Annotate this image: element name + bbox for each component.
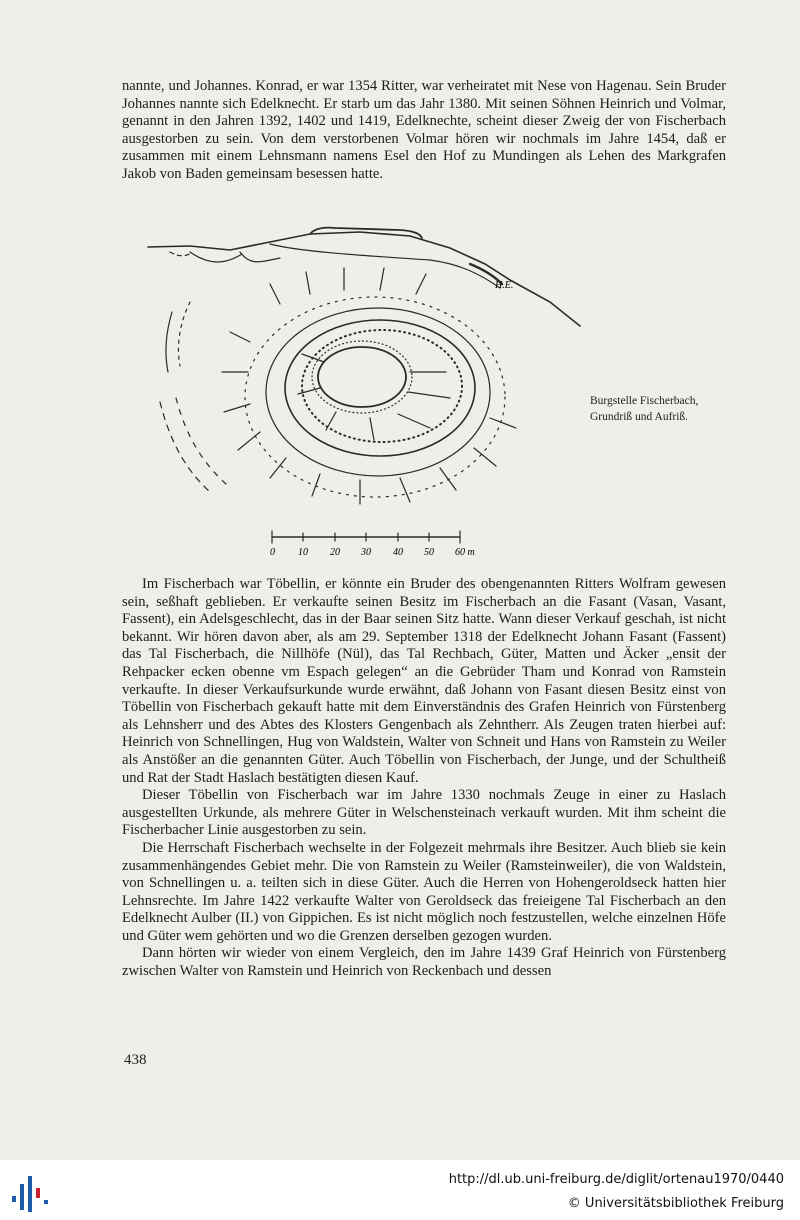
document-url-link[interactable]: http://dl.ub.uni-freiburg.de/diglit/ortenau1970/0440 bbox=[448, 1172, 784, 1187]
figure-caption bbox=[590, 393, 730, 425]
caption-line-1: Burgstelle Fischerbach, bbox=[590, 395, 699, 407]
text-block-top bbox=[122, 78, 726, 184]
paragraph-3: Die Herrschaft Fischerbach wechselte in der Folgezeit mehrmals ihre Besitzer. Auch blieb sie kein zusammenhängendes Gebiet mehr. Die von Ramstein zu Weiler (Ramsteinweiler), die von Waldstein, von Schnellingen u. a. teilten sich in diese Güter. Auch die Herren von Hohengeroldseck hatten hier Lehnsrechte. Im Jahre 1422 verkaufte Walter von Geroldseck das freieigene Tal Fischerbach an den Edelknecht Aulber (II.) von Gippichen. Es ist nicht möglich noch festzustellen, welche einzelnen Höfe und Güter wem gehörten und wo die Grenzen derselben gezogen wurden. bbox=[122, 839, 726, 944]
caption-line-2: Grundriß und Aufriß. bbox=[590, 411, 689, 423]
library-logo-icon bbox=[8, 1166, 52, 1216]
copyright-text: © Universitätsbibliothek Freiburg bbox=[567, 1196, 784, 1211]
scale-label-60: 60 m bbox=[455, 547, 475, 558]
paragraph-2: Dieser Töbellin von Fischerbach war im Jahre 1330 nochmals Zeuge in einer zu Haslach ausgestellten Urkunde, als mehrere Güter in Welschensteinach verkauft wurden. Mit ihm scheint die Fischerbacher Linie ausgestorben zu sein. bbox=[122, 787, 726, 839]
viewer-footer bbox=[0, 1160, 800, 1220]
sketch-label: H.E. bbox=[495, 280, 514, 291]
text-block-body bbox=[122, 576, 726, 981]
sketch-drawing bbox=[130, 222, 600, 558]
paragraph-1: Im Fischerbach war Töbellin, er könnte ein Bruder des obengenannten Ritters Wolfram gewesen sein, seßhaft geblieben. Er verkaufte seinen Besitz im Fischerbach an die Fasant (Vasan, Vasant, Fassent), ein Adelsgeschlecht, das in der Baar seinen Sitz hatte. Wann dieser Verkauf geschah, ist nicht bekannt. Wir hören davon aber, als am 29. September 1318 der Edelknecht Johann Fasant (Fassent) das Tal Fischerbach, die Nillhöfe (Nül), das Tal Rechbach, Güter, Matten und Äcker „ensit der Rehpacker ecken obenne vm Espach gelegen“ an die Gebrüder Tham und Konrad von Ramstein verkaufte. In dieser Verkaufsurkunde wurde erwähnt, daß Johann von Fasant diesen Besitz einst von Töbellin von Fischerbach gekauft hatte mit dem Einverständnis des Grafen Heinrich von Fürstenberg als Lehnsherr und des Abtes des Klosters Gengenbach als Zehntherr. Als Zeugen traten hierbei auf: Heinrich von Schnellingen, Hug von Waldstein, Walter von Schneit und Hans von Ramstein zu Weiler als Anstößer an die genannten Güter. Auch Töbellin von Fischerbach, der Junge, und der Schultheiß und Rat der Stadt Haslach bestätigten diesen Kauf. bbox=[122, 576, 726, 786]
scale-label-30: 30 bbox=[361, 547, 371, 558]
page-number: 438 bbox=[124, 1052, 147, 1068]
scale-label-20: 20 bbox=[330, 547, 340, 558]
castle-site-sketch bbox=[130, 222, 600, 558]
paragraph-4: Dann hörten wir wieder von einem Vergleich, den im Jahre 1439 Graf Heinrich von Fürstenberg zwischen Walter von Ramstein und Heinrich von Reckenbach und dessen bbox=[122, 945, 726, 980]
scale-label-40: 40 bbox=[393, 547, 403, 558]
paragraph-continuation: nannte, und Johannes. Konrad, er war 1354 Ritter, war verheiratet mit Nese von Hagenau. Sein Bruder Johannes nannte sich Edelknecht. Er starb um das Jahr 1380. Mit seinen Söhnen Heinrich und Volmar, genannt in den Jahren 1392, 1402 und 1419, Edelknechte, scheint dieser Zweig der von Fischerbach ausgestorben zu sein. Von dem verstorbenen Volmar hören wir nochmals im Jahre 1454, daß er zusammen mit einem Lehnsmann namens Esel den Hof zu Mundingen als Lehen des Markgrafen Jakob von Baden gemeinsam besessen hatte. bbox=[122, 78, 726, 182]
scale-label-10: 10 bbox=[298, 547, 308, 558]
scale-label-50: 50 bbox=[424, 547, 434, 558]
scale-label-0: 0 bbox=[270, 547, 275, 558]
